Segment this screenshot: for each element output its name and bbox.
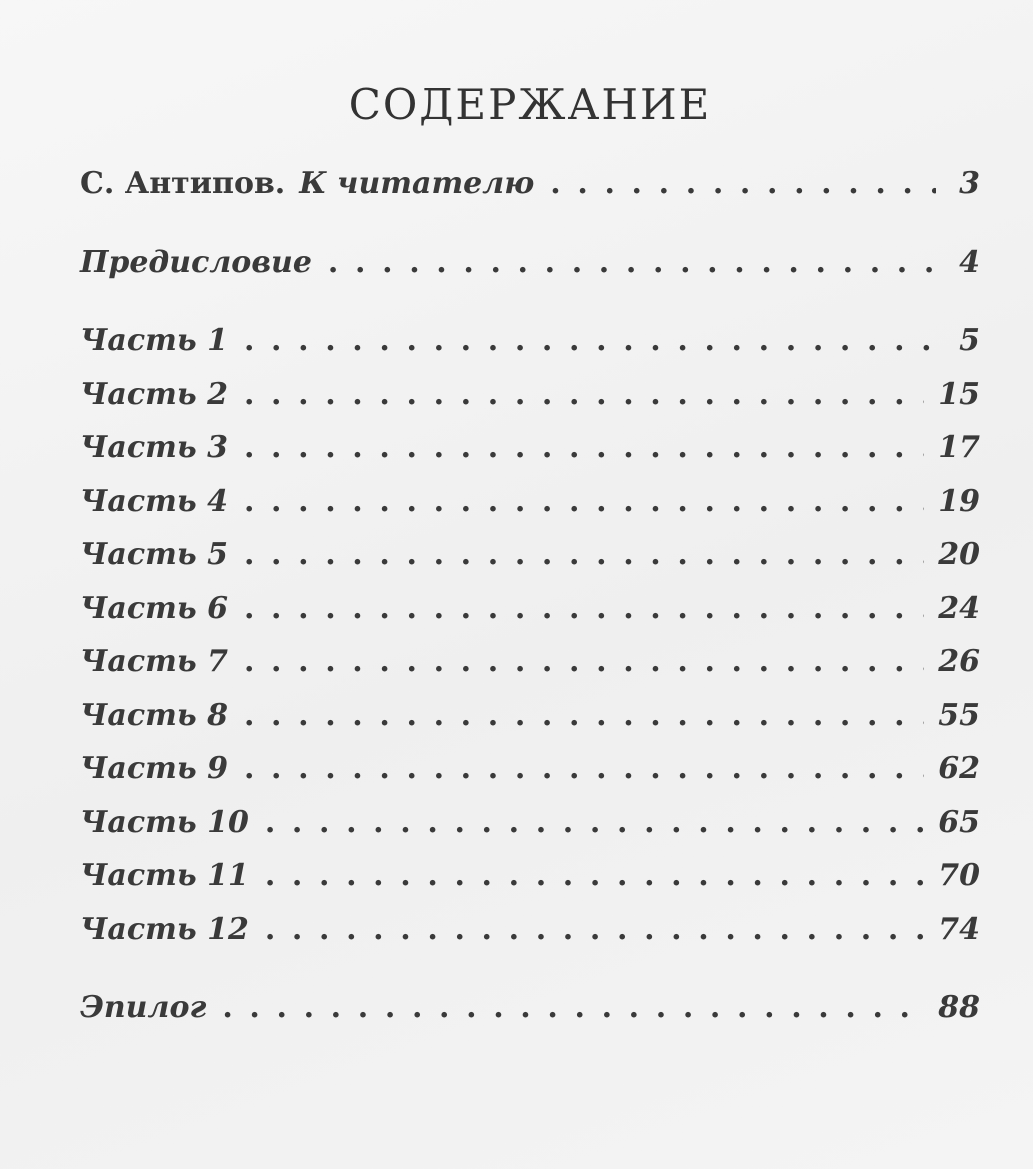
dot-leader xyxy=(244,484,924,519)
toc-entry-page: 4 xyxy=(959,244,980,280)
dot-leader xyxy=(244,323,936,358)
toc-entry-page: 62 xyxy=(938,751,980,786)
toc-entry-title: Часть 6 xyxy=(80,590,228,626)
toc-entry-page: 5 xyxy=(959,323,980,358)
toc-entry-part-2 xyxy=(80,377,980,431)
dot-leader xyxy=(244,537,924,572)
toc-entry-title: Часть 8 xyxy=(80,697,228,733)
dot-leader xyxy=(265,858,924,893)
dot-leader xyxy=(222,990,924,1025)
dot-leader xyxy=(244,698,924,733)
dot-leader xyxy=(244,644,924,679)
toc-entry-part-10 xyxy=(80,805,980,859)
toc-entry-title: Часть 5 xyxy=(80,537,228,572)
contents-heading: СОДЕРЖАНИЕ xyxy=(348,80,712,129)
toc-entry-foreword-to-reader xyxy=(80,166,980,220)
dot-leader xyxy=(244,430,924,465)
toc-entry-part-9 xyxy=(80,751,980,805)
dot-leader xyxy=(328,245,936,280)
toc-entry-page: 19 xyxy=(938,483,980,519)
toc-entry-page: 24 xyxy=(938,590,980,626)
toc-entry-part-12 xyxy=(80,912,980,966)
toc-entry-title: Часть 2 xyxy=(80,376,228,412)
dot-leader xyxy=(244,591,924,626)
toc-entry-title: К читателю xyxy=(299,166,535,201)
toc-entry-page: 26 xyxy=(938,644,980,679)
toc-entry-title: Часть 9 xyxy=(80,751,228,786)
toc-entry-part-8 xyxy=(80,698,980,752)
toc-entry-part-3 xyxy=(80,430,980,484)
dot-leader xyxy=(265,805,924,840)
toc-entry-title: Часть 12 xyxy=(80,911,249,947)
toc-entry-title: Часть 11 xyxy=(80,858,249,893)
toc-entry-part-6 xyxy=(80,591,980,645)
table-of-contents xyxy=(80,166,980,1044)
toc-entry-part-5 xyxy=(80,537,980,591)
toc-entry-preface xyxy=(80,245,980,299)
dot-leader xyxy=(244,751,924,786)
toc-entry-page: 17 xyxy=(938,430,980,465)
dot-leader xyxy=(244,377,924,412)
toc-entry-title: Часть 7 xyxy=(80,644,228,679)
toc-entry-page: 15 xyxy=(938,376,980,412)
toc-entry-page: 55 xyxy=(938,697,980,733)
toc-entry-page: 74 xyxy=(938,911,980,947)
toc-entry-part-4 xyxy=(80,484,980,538)
toc-entry-epilogue xyxy=(80,990,980,1044)
toc-entry-part-11 xyxy=(80,858,980,912)
toc-entry-part-7 xyxy=(80,644,980,698)
dot-leader xyxy=(550,166,936,201)
toc-entry-title: Часть 1 xyxy=(80,323,228,358)
toc-entry-title: Часть 10 xyxy=(80,804,249,840)
toc-entry-page: 3 xyxy=(959,166,980,201)
toc-entry-author: С. Антипов. xyxy=(80,166,286,201)
toc-entry-page: 65 xyxy=(938,804,980,840)
toc-entry-title: Предисловие xyxy=(80,244,312,280)
toc-entry-part-1 xyxy=(80,323,980,377)
toc-entry-page: 88 xyxy=(938,990,980,1025)
toc-entry-page: 20 xyxy=(938,537,980,572)
toc-entry-title: Часть 3 xyxy=(80,430,228,465)
toc-entry-page: 70 xyxy=(938,858,980,893)
toc-entry-title: Эпилог xyxy=(80,990,207,1025)
toc-entry-title: Часть 4 xyxy=(80,483,228,519)
dot-leader xyxy=(265,912,924,947)
